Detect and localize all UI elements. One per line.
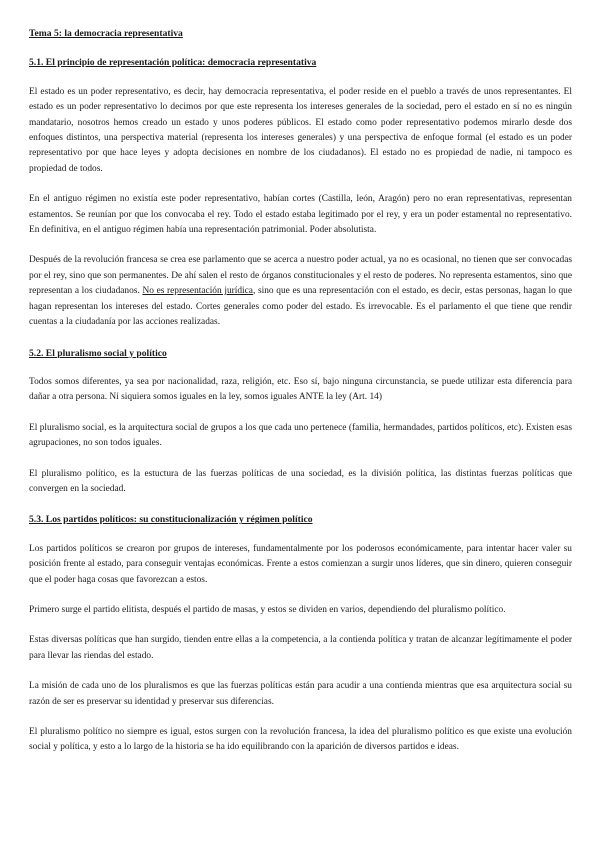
paragraph: El pluralismo político no siempre es igual, estos surgen con la revolución francesa, la idea del pluralismo político es que existe una evolución social y política, y esto a lo largo de la historia se ha ido equilibrando con la aparición de diversos partidos e ideas. bbox=[29, 727, 572, 753]
paragraph: Todos somos diferentes, ya sea por nacionalidad, raza, religión, etc. Eso sí, bajo ninguna circunstancia, se puede utilizar esta diferencia para dañar a otra persona. Ni siquiera somos iguales en la ley, somos iguales ANTE la ley (Art. 14) bbox=[29, 376, 572, 403]
document-title: Tema 5: la democracia representativa bbox=[29, 28, 183, 39]
paragraph: La misión de cada uno de los pluralismos es que las fuerzas políticas están para acudir a una contienda mientras que esa arquitectura social su razón de ser es preservar su identidad y preservar sus diferencias. bbox=[29, 681, 572, 707]
section-heading-5-1: 5.1. El principio de representación política: democracia representativa bbox=[29, 57, 317, 69]
section-heading-5-3: 5.3. Los partidos políticos: su constitucionalización y régimen político bbox=[29, 514, 313, 526]
paragraph bbox=[29, 253, 572, 330]
paragraph: El pluralismo político, es la estuctura de las fuerzas políticas de una sociedad, es la división política, las distintas fuerzas políticas que convergen en la sociedad. bbox=[29, 468, 572, 494]
paragraph-text: Después de la revolución francesa se crea ese parlamento que se acerca a nuestro poder actual, ya no es ocasional, no tienen que ser convocadas por el rey, sino que son permanentes. De ahí salen el resto de órganos constitucionales y el resto de poderes. No representa estamentos, sino que representan a los ciudadanos. bbox=[29, 255, 572, 297]
paragraph: El estado es un poder representativo, es decir, hay democracia representativa, el poder reside en el pueblo a través de unos representantes. El estado es un poder representativo lo decimos por que este representa los intereses generales de la sociedad, pero el estado en sí no es ningún mandatario, nosotros hemos creado un estado y unos poderes públicos. El estado como poder representativo podemos mirarlo desde dos enfoques distintos, una perspectiva material (representa los intereses generales) y una perspectiva de enfoque formal (el estado es un poder representativo por que hace leyes y adopta decisiones en nombre de los ciudadanos). El estado no es propiedad de nadie, ni tampoco es propiedad de todos. bbox=[29, 86, 572, 174]
paragraph: En el antiguo régimen no existía este poder representativo, habían cortes (Castilla, león, Aragón) pero no eran representativas, representan estamentos. Se reunían por que los convocaba el rey. Todo el estado estaba legitimado por el rey, y era un poder estamental no representativo. En definitiva, en el antiguo régimen había una representación patrimonial. Poder absolutista. bbox=[29, 194, 572, 236]
paragraph: Primero surge el partido elitista, después el partido de masas, y estos se dividen en varios, dependiendo del pluralismo político. bbox=[29, 604, 506, 615]
underlined-phrase: No es representación jurídica bbox=[142, 286, 253, 297]
paragraph: El pluralismo social, es la arquitectura social de grupos a los que cada uno pertenece (familia, hermandades, partidos políticos, etc). Existen esas agrupaciones, no son todos iguales. bbox=[29, 422, 572, 449]
paragraph: Los partidos políticos se crearon por grupos de intereses, fundamentalmente por los poderosos económicamente, para intentar hacer valer su posición frente al estado, para conseguir ventajas económicas. Frente a estos comienzan a surgir unos líderes, que sin dinero, quieren conseguir que el poder haga cosas que favorezcan a estos. bbox=[29, 543, 572, 585]
paragraph-text: , sino que es una representación con el estado, es decir, estas personas, hagan lo que hagan representan los intereses del estado. Cortes generales como poder del estado. Es irrevocable. Es el parlamento el que tiene que rendir cuentas a la ciudadanía por las acciones realizadas. bbox=[29, 286, 572, 328]
document-page bbox=[29, 26, 572, 756]
section-heading-5-2: 5.2. El pluralismo social y político bbox=[29, 347, 167, 359]
paragraph: Estas diversas políticas que han surgido, tienden entre ellas a la competencia, a la contienda política y tratan de alcanzar legítimamente el poder para llevar las riendas del estado. bbox=[29, 635, 572, 661]
